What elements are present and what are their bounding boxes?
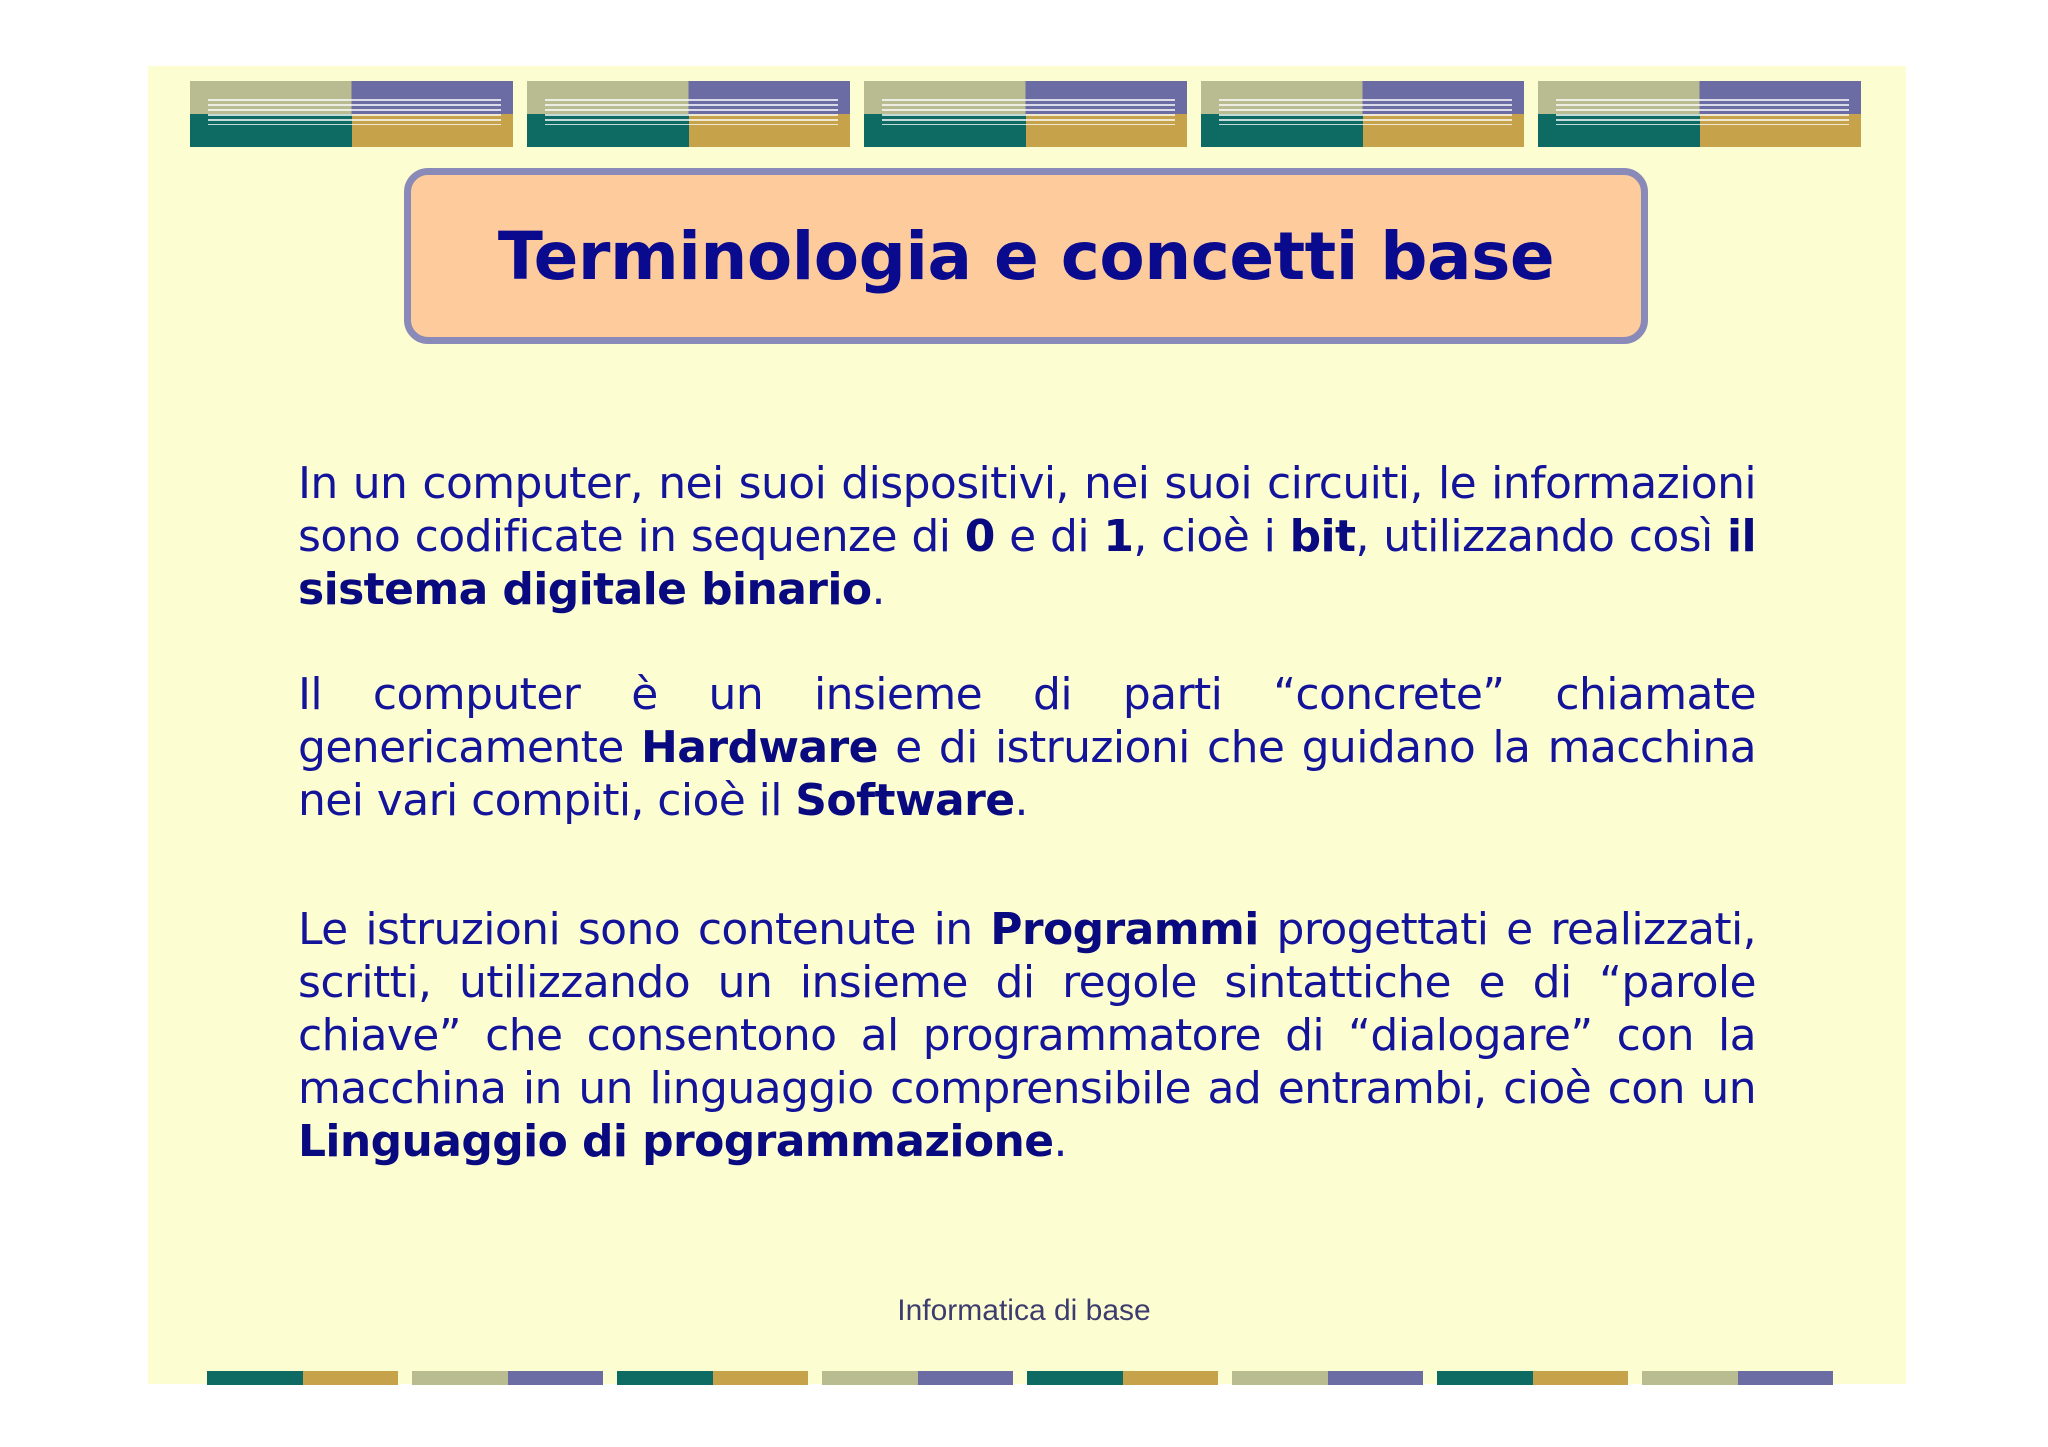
deco-block [1538,81,1861,147]
text-run: Le istruzioni sono contenute in [298,904,991,955]
deco-segment [822,1371,1013,1385]
top-decorative-band [190,81,1861,147]
deco-segment [1027,1371,1218,1385]
deco-segment [1232,1371,1423,1385]
slide-title: Terminologia e concetti base [497,217,1555,295]
text-run: . [871,564,885,615]
bold-term: Hardware [641,722,878,773]
bold-term: il sistema digitale binario [298,511,1756,615]
bold-term: Programmi [990,904,1259,955]
deco-block [527,81,850,147]
footer-label: Informatica di base [897,1294,1151,1327]
paragraph-binary [298,457,1756,616]
deco-segment [412,1371,603,1385]
bold-term: 1 [1103,511,1134,562]
text-run: e di [994,511,1104,562]
deco-segment [207,1371,398,1385]
text-run: In un computer, nei suoi dispositivi, nei suoi circuiti, le informazioni sono codificate in sequenze di [298,458,1756,562]
bottom-decorative-band [207,1371,1833,1385]
deco-block [1201,81,1524,147]
text-run: progettati e realizzati, scritti, utilizzando un insieme di regole sintattiche e di “parole chiave” che consentono al programmatore di “dialogare” con la macchina in un linguaggio comprensibile ad entrambi, cioè con un [298,904,1756,1114]
deco-segment [617,1371,808,1385]
deco-segment [1437,1371,1628,1385]
deco-block [864,81,1187,147]
text-run: . [1053,1116,1067,1167]
deco-segment [1642,1371,1833,1385]
paragraph-hardware-software [298,668,1756,827]
text-run: . [1014,775,1028,826]
text-run: , utilizzando così [1355,511,1728,562]
text-run: e di istruzioni che guidano la macchina nei vari compiti, cioè il [298,722,1757,826]
bold-term: Software [795,775,1015,826]
bold-term: Linguaggio di programmazione [298,1116,1054,1167]
paragraph-programs [298,903,1756,1168]
deco-block [190,81,513,147]
bold-term: 0 [964,511,995,562]
title-box [404,168,1648,344]
bold-term: bit [1289,511,1356,562]
text-run: , cioè i [1133,511,1290,562]
text-run: Il computer è un insieme di parti “concrete” chiamate genericamente [298,669,1756,773]
